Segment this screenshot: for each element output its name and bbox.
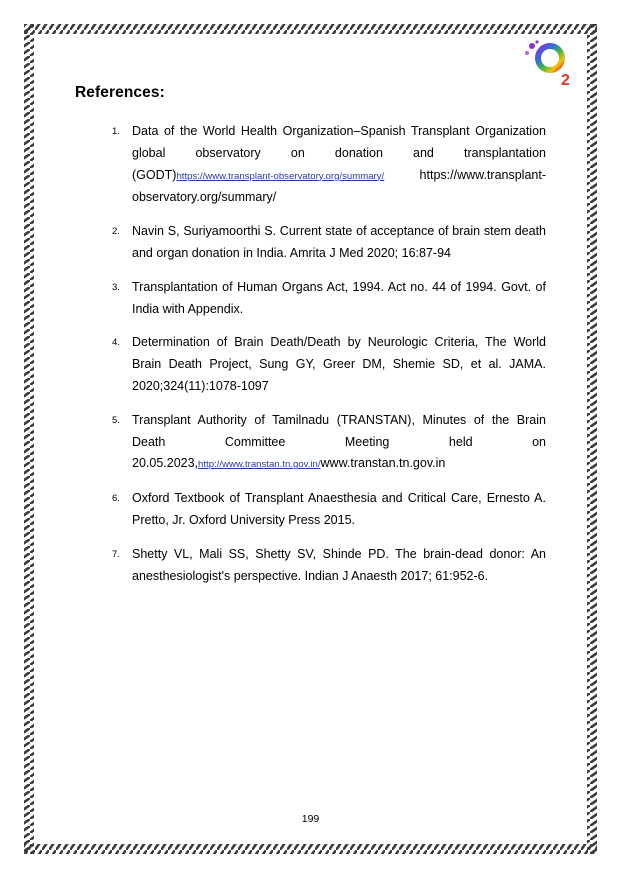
- reference-number: 5.: [112, 414, 120, 426]
- reference-number: 7.: [112, 548, 120, 560]
- logo-subscript: 2: [561, 72, 570, 88]
- reference-text: Determination of Brain Death/Death by Neurologic Criteria, The World Brain Death Project, Sung GY, Greer DM, Shemie SD, et al. JAMA. 2020;324(11):1078-1097: [132, 335, 546, 393]
- reference-text: Transplant Authority of Tamilnadu (TRANSTAN), Minutes of the Brain Death Committee Meeting held on 20.05.2023,: [132, 412, 546, 471]
- reference-link[interactable]: http://www.transtan.tn.gov.in/: [198, 459, 321, 471]
- reference-item: [106, 277, 546, 321]
- reference-text: Transplantation of Human Organs Act, 1994. Act no. 44 of 1994. Govt. of India with Appendix.: [132, 279, 546, 316]
- reference-item: [106, 410, 546, 476]
- reference-text-after: www.transtan.tn.gov.in: [320, 456, 446, 471]
- reference-text: Data of the World Health Organization–Spanish Transplant Organization global observatory on donation and transplantation (GODT): [132, 124, 546, 182]
- reference-number: 1.: [112, 126, 120, 137]
- references-list: [106, 121, 546, 587]
- reference-number: 4.: [112, 337, 120, 349]
- reference-number: 3.: [112, 281, 120, 293]
- reference-number: 2.: [112, 226, 120, 238]
- reference-item: [106, 332, 546, 397]
- reference-text: Navin S, Suriyamoorthi S. Current state of acceptance of brain stem death and organ donation in India. Amrita J Med 2020; 16:87-94: [132, 224, 546, 260]
- page-number: 199: [301, 813, 320, 825]
- reference-link[interactable]: https://www.transplant-observatory.org/summary/: [176, 170, 385, 182]
- reference-text: Shetty VL, Mali SS, Shetty SV, Shinde PD. The brain-dead donor: An anesthesiologist's perspective. Indian J Anaesth 2017; 61:952-6.: [132, 546, 546, 583]
- reference-text-after: https://www.transplant-observatory.org/summary/: [132, 167, 546, 205]
- reference-item: [106, 221, 546, 265]
- o2-ring-logo-icon: [524, 38, 578, 88]
- reference-text: Oxford Textbook of Transplant Anaesthesia and Critical Care, Ernesto A. Pretto, Jr. Oxford University Press 2015.: [132, 491, 546, 527]
- references-heading: References:: [75, 84, 165, 101]
- reference-item: [106, 544, 546, 588]
- reference-item: [106, 488, 546, 532]
- reference-number: 6.: [112, 493, 120, 505]
- reference-item: [106, 121, 546, 209]
